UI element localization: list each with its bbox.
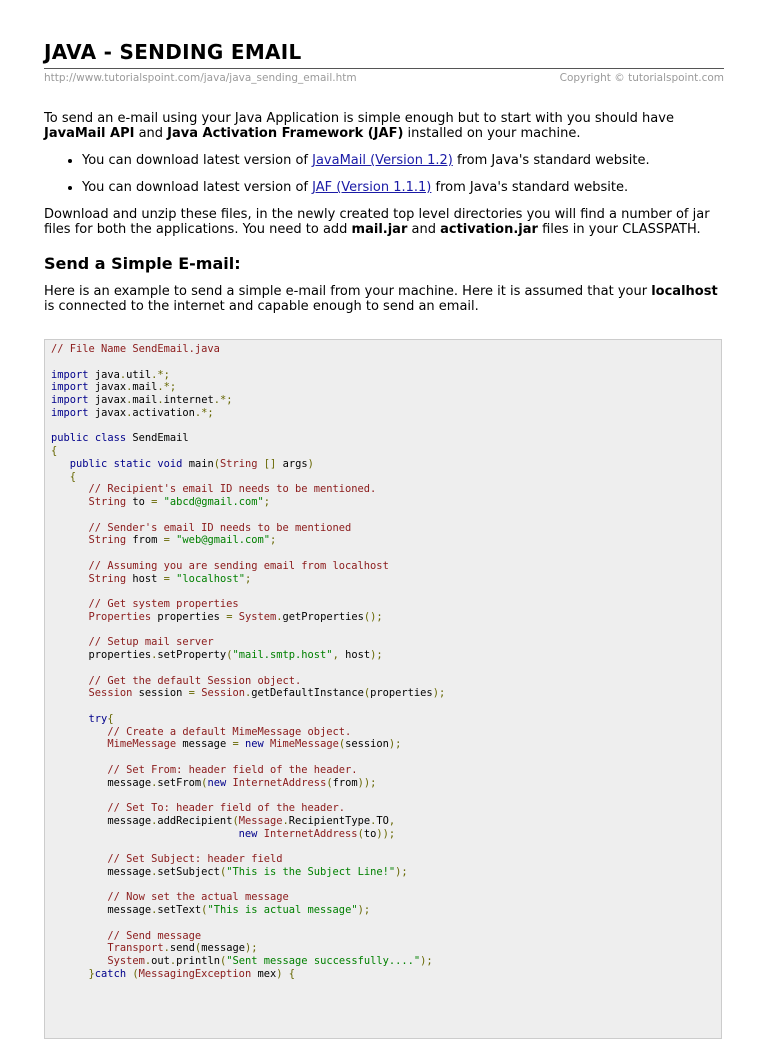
code-line: Properties properties = System.getProperties(); (88, 610, 383, 623)
code-line: message.addRecipient(Message.RecipientType.TO, (107, 814, 396, 827)
page-title: JAVA - SENDING EMAIL (44, 40, 302, 64)
jaf-link[interactable]: JAF (Version 1.1.1) (312, 180, 432, 195)
code-line: Session session = Session.getDefaultInstance(properties); (88, 687, 446, 700)
code-line (51, 879, 721, 892)
list-item (82, 180, 724, 195)
code-line (51, 585, 721, 598)
code-line: }catch (MessagingException mex) { (51, 967, 296, 980)
code-line: // Set Subject: header field (107, 853, 283, 865)
article-body (44, 111, 724, 314)
javamail-link[interactable]: JavaMail (Version 1.2) (312, 153, 453, 168)
code-line: // Assuming you are sending email from localhost (88, 559, 389, 572)
code-line: import javax.activation.*; (51, 406, 214, 419)
code-line: // Send message (107, 929, 202, 942)
code-listing (51, 343, 721, 981)
code-line: System.out.println("Sent message successfully...."); (107, 955, 433, 967)
code-line: // Setup mail server (88, 636, 214, 649)
download-paragraph (44, 207, 724, 237)
code-line: public class SendEmail (51, 432, 189, 445)
code-line: // Sender's email ID needs to be mentioned (88, 521, 352, 534)
code-line (51, 700, 721, 713)
bullet-text: You can download latest version of (82, 153, 313, 168)
intro-text-1: To send an e-mail using your Java Application is simple enough but to start with you should have (44, 111, 674, 126)
code-line: properties.setProperty("mail.smtp.host", host); (88, 649, 383, 661)
code-line: // Now set the actual message (107, 891, 289, 904)
code-line (51, 547, 721, 560)
code-line: Transport.send(message); (107, 942, 258, 955)
download-text-2: and (407, 222, 441, 237)
code-line: import javax.mail.internet.*; (51, 394, 233, 406)
section-heading: Send a Simple E-mail: (44, 254, 241, 273)
code-line: String to = "abcd@gmail.com"; (88, 496, 271, 508)
code-line: message.setSubject("This is the Subject Line!"); (107, 865, 408, 878)
intro-text-2: and (134, 126, 168, 141)
code-line: // Get the default Session object. (88, 674, 302, 687)
code-line: public static void main(String [] args) (69, 457, 314, 470)
download-bold-mailjar: mail.jar (351, 222, 408, 237)
download-list (44, 153, 724, 195)
code-line: { (51, 470, 77, 483)
code-line: // File Name SendEmail.java (51, 343, 220, 355)
code-line: new InternetAddress(to)); (238, 827, 396, 840)
code-line: message.setText("This is actual message"); (107, 904, 371, 916)
intro-bold-javamail: JavaMail API (44, 126, 135, 141)
code-line: String host = "localhost"; (88, 572, 252, 585)
code-line: // Recipient's email ID needs to be mentioned. (88, 483, 377, 496)
download-text-1: Download and unzip these files, in the newly created top level directories you will find a number of jar files for both the applications. You need to add (44, 207, 710, 237)
code-line (51, 917, 721, 930)
example-text-1: Here is an example to send a simple e-mail from your machine. Here it is assumed that your (44, 284, 652, 299)
code-line: // Get system properties (88, 598, 239, 610)
code-line (51, 662, 721, 675)
code-line: String from = "web@gmail.com"; (88, 534, 277, 547)
code-line: import java.util.*; (51, 368, 170, 381)
code-line: import javax.mail.*; (51, 381, 177, 394)
example-text-2: is connected to the internet and capable enough to send an email. (44, 299, 479, 314)
code-line (51, 624, 721, 637)
code-line: // Set From: header field of the header. (107, 763, 358, 776)
code-line: message.setFrom(new InternetAddress(from)); (107, 776, 377, 789)
intro-paragraph (44, 111, 724, 141)
source-url: http://www.tutorialspoint.com/java/java_sending_email.htm (44, 72, 357, 84)
code-line (51, 840, 721, 853)
code-line (51, 356, 721, 369)
intro-bold-jaf: Java Activation Framework (JAF) (167, 126, 404, 141)
bullet-text: from Java's standard website. (431, 180, 629, 195)
code-block (44, 339, 722, 1039)
example-bold-localhost: localhost (651, 284, 718, 299)
code-line: try{ (88, 712, 114, 725)
code-line: // Create a default MimeMessage object. (107, 725, 352, 738)
code-line (51, 420, 721, 433)
copyright-notice: Copyright © tutorialspoint.com (559, 72, 724, 84)
download-bold-activationjar: activation.jar (440, 222, 538, 237)
code-line: // Set To: header field of the header. (107, 802, 346, 814)
code-line (51, 789, 721, 802)
code-line: MimeMessage message = new MimeMessage(session); (107, 738, 402, 751)
code-line: { (51, 445, 58, 457)
bullet-text: from Java's standard website. (452, 153, 650, 168)
example-paragraph (44, 284, 724, 314)
header-divider (44, 68, 724, 69)
list-item (82, 153, 724, 168)
code-line (51, 509, 721, 522)
code-line (51, 751, 721, 764)
intro-text-3: installed on your machine. (403, 126, 581, 141)
download-text-3: files in your CLASSPATH. (537, 222, 701, 237)
bullet-text: You can download latest version of (82, 180, 313, 195)
